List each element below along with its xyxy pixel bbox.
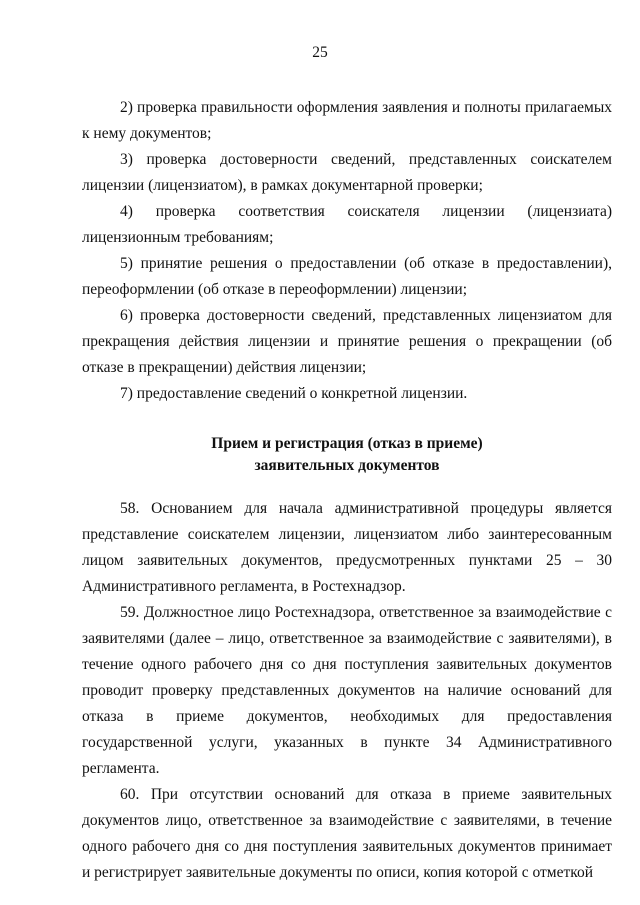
list-item: 2) проверка правильности оформления заявления и полноты прилагаемых к нему документов; <box>82 99 612 142</box>
list-item: 7) предоставление сведений о конкретной лицензии. <box>120 385 468 402</box>
section-heading-line-1: Прием и регистрация (отказ в приеме) <box>211 435 483 452</box>
list-block <box>82 95 612 407</box>
paragraph-block <box>82 496 612 886</box>
paragraph-60: 60. При отсутствии оснований для отказа в приеме заявительных документов лицо, ответственное за взаимодействие с заявителями, в течение одного рабочего дня со дня поступления заявительных документов принимает и регистрирует заявительные документы по описи, копия которой с отметкой <box>82 786 612 881</box>
list-item: 5) принятие решения о предоставлении (об отказе в предоставлении), переоформлении (об отказе в переоформлении) лицензии; <box>82 255 612 298</box>
list-item: 3) проверка достоверности сведений, представленных соискателем лицензии (лицензиатом), в рамках документарной проверки; <box>82 151 612 194</box>
section-heading <box>82 433 612 477</box>
list-item: 4) проверка соответствия соискателя лицензии (лицензиата) лицензионным требованиям; <box>82 203 612 246</box>
list-item: 6) проверка достоверности сведений, представленных лицензиатом для прекращения действия лицензии и принятие решения о прекращении (об отказе в прекращении) действия лицензии; <box>82 307 612 376</box>
section-heading-line-2: заявительных документов <box>254 457 440 474</box>
paragraph-59: 59. Должностное лицо Ростехнадзора, ответственное за взаимодействие с заявителями (далее – лицо, ответственное за взаимодействие с заявителями), в течение одного рабочего дня со дня поступления заявительных документов проводит проверку представленных документов на наличие оснований для отказа в приеме документов, необходимых для предоставления государственной услуги, указанных в пункте 34 Административного регламента. <box>82 604 612 777</box>
page-number: 25 <box>312 44 328 61</box>
paragraph-58: 58. Основанием для начала административной процедуры является представление соискателем лицензии, лицензиатом либо заинтересованным лицом заявительных документов, предусмотренных пунктами 25 – 30 Административного регламента, в Ростехнадзор. <box>82 500 612 595</box>
